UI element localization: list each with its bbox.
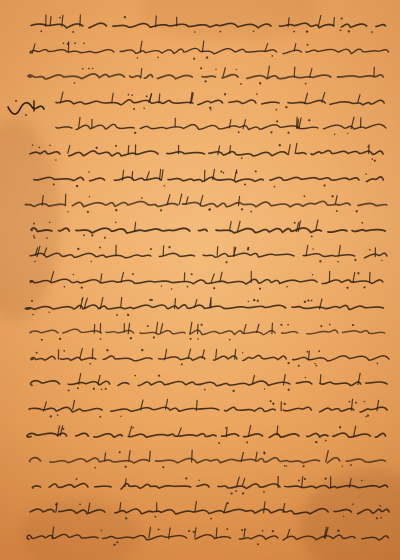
manuscript-line [27, 192, 387, 214]
manuscript-line [25, 525, 388, 547]
manuscript-line [27, 13, 386, 35]
manuscript-line [26, 141, 383, 163]
manuscript-line [28, 218, 385, 240]
manuscript-line [30, 167, 383, 189]
manuscript-line [26, 448, 385, 470]
manuscript-line [29, 474, 388, 496]
manuscript-line [25, 397, 387, 419]
manuscript-line [52, 90, 384, 112]
manuscript-line [29, 346, 389, 368]
manuscript-line [26, 499, 389, 521]
manuscript-line [52, 115, 386, 137]
manuscript-line [26, 243, 387, 265]
margin-annotation-script [4, 95, 48, 121]
manuscript-line [27, 320, 385, 342]
manuscript-line [27, 64, 383, 86]
manuscript-line [26, 295, 383, 317]
manuscript-line [28, 371, 387, 393]
manuscript-line [28, 39, 389, 61]
manuscript-line [28, 269, 383, 291]
manuscript-line [27, 423, 385, 445]
margin-annotation [4, 95, 48, 121]
